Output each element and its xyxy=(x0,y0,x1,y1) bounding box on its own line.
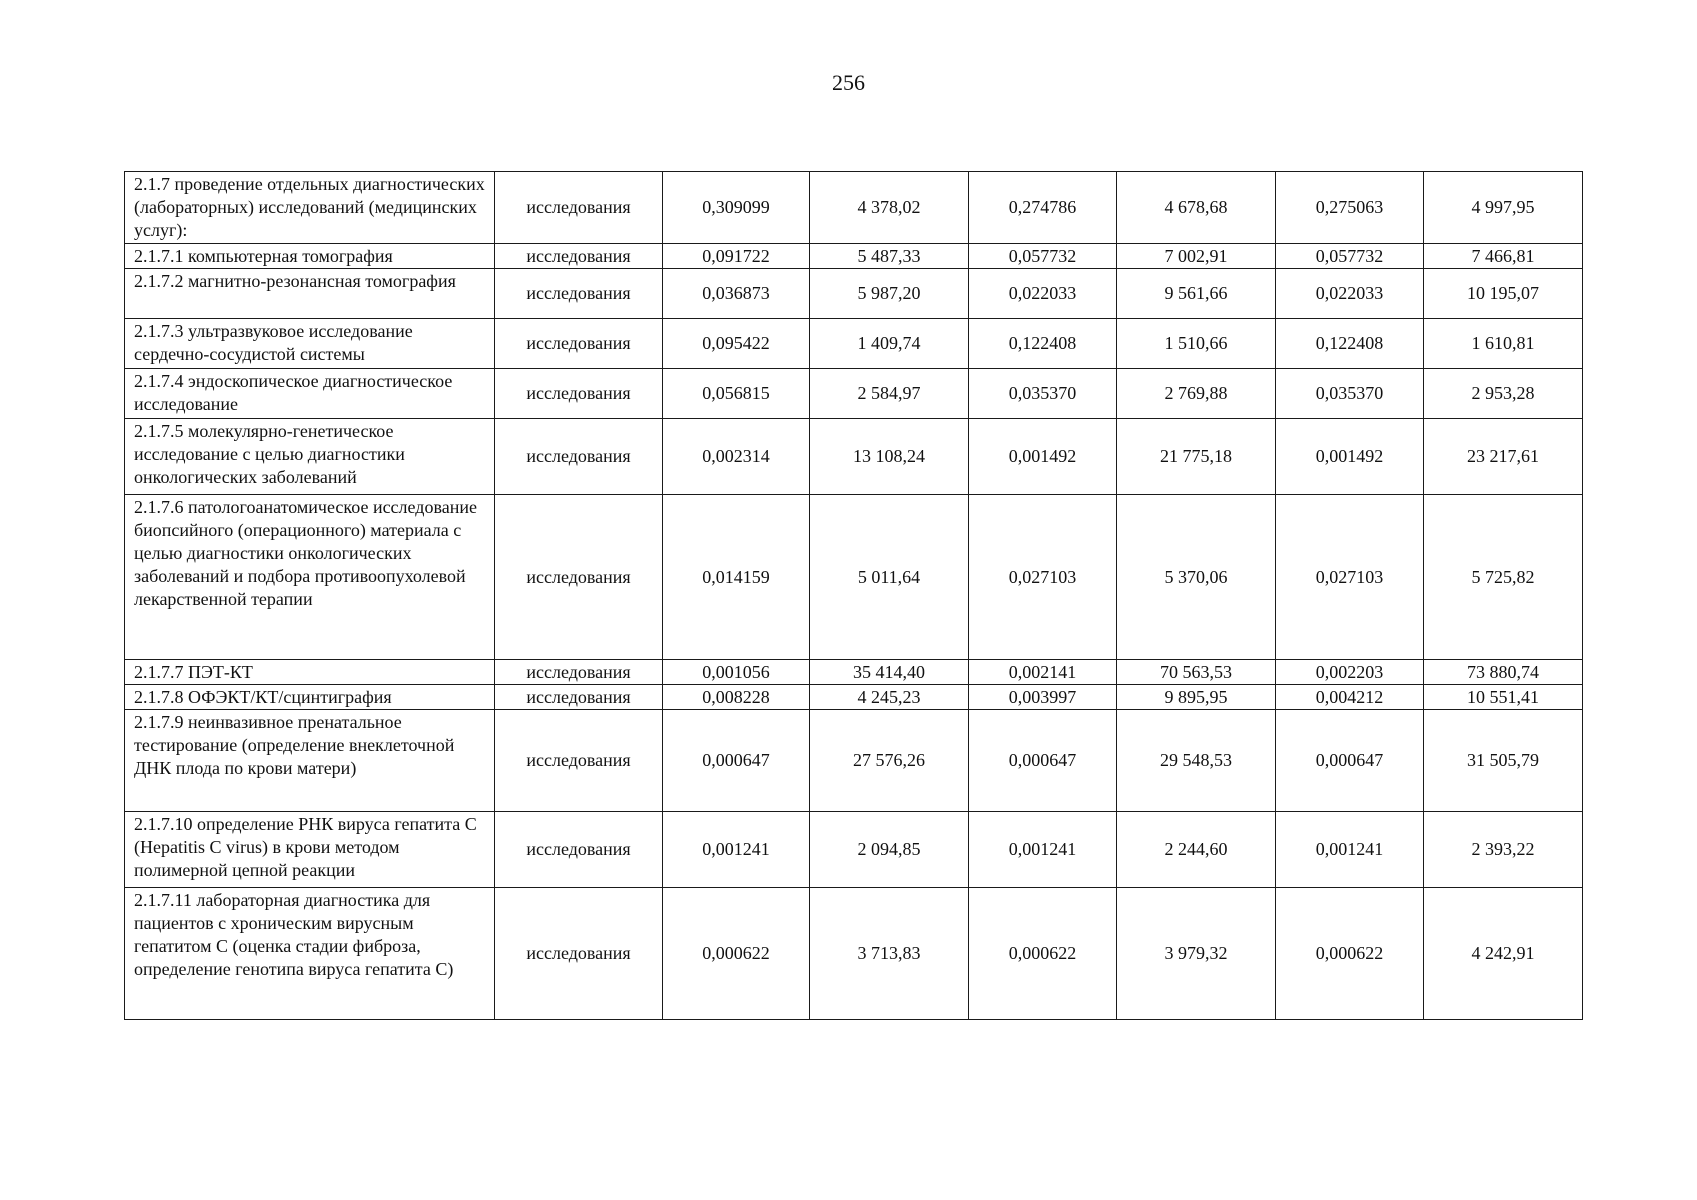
row-unit-cell: исследования xyxy=(495,660,663,685)
row-value-cell: 0,035370 xyxy=(1276,369,1424,419)
row-name-cell: 2.1.7.6 патологоанатомическое исследование биопсийного (операционного) материала с целью диагностики онкологических заболеваний и подбора противоопухолевой лекарственной терапии xyxy=(125,495,495,660)
row-value-cell: 0,002141 xyxy=(969,660,1117,685)
row-value-cell: 70 563,53 xyxy=(1117,660,1276,685)
row-value-cell: 5 725,82 xyxy=(1424,495,1583,660)
row-name-cell: 2.1.7.2 магнитно-резонансная томография xyxy=(125,269,495,319)
row-name-cell: 2.1.7 проведение отдельных диагностических (лабораторных) исследований (медицинских услуг): xyxy=(125,172,495,244)
row-unit-cell: исследования xyxy=(495,495,663,660)
row-value-cell: 0,056815 xyxy=(663,369,810,419)
row-value-cell: 0,122408 xyxy=(969,319,1117,369)
table-row xyxy=(125,244,1583,269)
row-value-cell: 0,008228 xyxy=(663,685,810,710)
row-name-cell: 2.1.7.5 молекулярно-генетическое исследование с целью диагностики онкологических заболеваний xyxy=(125,419,495,495)
row-name-cell: 2.1.7.4 эндоскопическое диагностическое исследование xyxy=(125,369,495,419)
row-value-cell: 2 769,88 xyxy=(1117,369,1276,419)
row-value-cell: 0,036873 xyxy=(663,269,810,319)
row-value-cell: 35 414,40 xyxy=(810,660,969,685)
row-value-cell: 0,057732 xyxy=(969,244,1117,269)
row-value-cell: 5 987,20 xyxy=(810,269,969,319)
row-value-cell: 73 880,74 xyxy=(1424,660,1583,685)
row-value-cell: 7 002,91 xyxy=(1117,244,1276,269)
row-value-cell: 21 775,18 xyxy=(1117,419,1276,495)
row-value-cell: 29 548,53 xyxy=(1117,710,1276,812)
table-row xyxy=(125,419,1583,495)
row-value-cell: 0,002314 xyxy=(663,419,810,495)
row-name-cell: 2.1.7.11 лабораторная диагностика для пациентов с хроническим вирусным гепатитом С (оценка стадии фиброза, определение генотипа вируса гепатита С) xyxy=(125,888,495,1020)
row-value-cell: 0,057732 xyxy=(1276,244,1424,269)
row-unit-cell: исследования xyxy=(495,419,663,495)
row-value-cell: 4 997,95 xyxy=(1424,172,1583,244)
table-row xyxy=(125,172,1583,244)
row-value-cell: 0,000647 xyxy=(663,710,810,812)
row-value-cell: 0,002203 xyxy=(1276,660,1424,685)
row-value-cell: 0,027103 xyxy=(1276,495,1424,660)
row-value-cell: 0,027103 xyxy=(969,495,1117,660)
row-value-cell: 0,000622 xyxy=(969,888,1117,1020)
row-value-cell: 0,000647 xyxy=(969,710,1117,812)
row-value-cell: 4 242,91 xyxy=(1424,888,1583,1020)
row-value-cell: 13 108,24 xyxy=(810,419,969,495)
table-body xyxy=(125,172,1583,1020)
row-unit-cell: исследования xyxy=(495,685,663,710)
table-row xyxy=(125,888,1583,1020)
row-value-cell: 5 370,06 xyxy=(1117,495,1276,660)
table-row xyxy=(125,812,1583,888)
table-row xyxy=(125,495,1583,660)
row-value-cell: 0,095422 xyxy=(663,319,810,369)
row-unit-cell: исследования xyxy=(495,710,663,812)
row-value-cell: 1 610,81 xyxy=(1424,319,1583,369)
page-number: 256 xyxy=(832,70,865,95)
row-name-cell: 2.1.7.3 ультразвуковое исследование сердечно-сосудистой системы xyxy=(125,319,495,369)
row-name-cell: 2.1.7.8 ОФЭКТ/КТ/сцинтиграфия xyxy=(125,685,495,710)
row-value-cell: 0,274786 xyxy=(969,172,1117,244)
row-value-cell: 2 244,60 xyxy=(1117,812,1276,888)
row-value-cell: 2 094,85 xyxy=(810,812,969,888)
row-value-cell: 2 584,97 xyxy=(810,369,969,419)
row-value-cell: 2 393,22 xyxy=(1424,812,1583,888)
row-value-cell: 0,275063 xyxy=(1276,172,1424,244)
table-row xyxy=(125,660,1583,685)
row-value-cell: 0,003997 xyxy=(969,685,1117,710)
row-value-cell: 23 217,61 xyxy=(1424,419,1583,495)
row-value-cell: 4 378,02 xyxy=(810,172,969,244)
row-unit-cell: исследования xyxy=(495,244,663,269)
row-value-cell: 1 510,66 xyxy=(1117,319,1276,369)
table-row xyxy=(125,685,1583,710)
table-row xyxy=(125,269,1583,319)
row-value-cell: 0,309099 xyxy=(663,172,810,244)
row-value-cell: 0,035370 xyxy=(969,369,1117,419)
row-value-cell: 9 895,95 xyxy=(1117,685,1276,710)
row-value-cell: 3 979,32 xyxy=(1117,888,1276,1020)
row-value-cell: 0,004212 xyxy=(1276,685,1424,710)
row-value-cell: 0,022033 xyxy=(969,269,1117,319)
row-name-cell: 2.1.7.7 ПЭТ-КТ xyxy=(125,660,495,685)
row-value-cell: 31 505,79 xyxy=(1424,710,1583,812)
row-unit-cell: исследования xyxy=(495,172,663,244)
row-value-cell: 0,001492 xyxy=(969,419,1117,495)
row-value-cell: 0,000622 xyxy=(1276,888,1424,1020)
row-value-cell: 0,001056 xyxy=(663,660,810,685)
row-value-cell: 4 678,68 xyxy=(1117,172,1276,244)
row-value-cell: 0,014159 xyxy=(663,495,810,660)
table-row xyxy=(125,710,1583,812)
row-unit-cell: исследования xyxy=(495,888,663,1020)
row-value-cell: 0,122408 xyxy=(1276,319,1424,369)
row-unit-cell: исследования xyxy=(495,319,663,369)
row-value-cell: 7 466,81 xyxy=(1424,244,1583,269)
row-value-cell: 0,001492 xyxy=(1276,419,1424,495)
row-name-cell: 2.1.7.10 определение РНК вируса гепатита С (Hepatitis C virus) в крови методом полимерной цепной реакции xyxy=(125,812,495,888)
row-value-cell: 2 953,28 xyxy=(1424,369,1583,419)
row-value-cell: 0,001241 xyxy=(1276,812,1424,888)
row-value-cell: 5 487,33 xyxy=(810,244,969,269)
row-value-cell: 0,000622 xyxy=(663,888,810,1020)
row-name-cell: 2.1.7.9 неинвазивное пренатальное тестирование (определение внеклеточной ДНК плода по крови матери) xyxy=(125,710,495,812)
row-value-cell: 0,000647 xyxy=(1276,710,1424,812)
data-table xyxy=(124,171,1583,1020)
row-value-cell: 0,022033 xyxy=(1276,269,1424,319)
row-value-cell: 3 713,83 xyxy=(810,888,969,1020)
row-name-cell: 2.1.7.1 компьютерная томография xyxy=(125,244,495,269)
row-value-cell: 0,001241 xyxy=(663,812,810,888)
row-value-cell: 5 011,64 xyxy=(810,495,969,660)
row-value-cell: 10 551,41 xyxy=(1424,685,1583,710)
row-value-cell: 0,091722 xyxy=(663,244,810,269)
row-value-cell: 10 195,07 xyxy=(1424,269,1583,319)
row-value-cell: 0,001241 xyxy=(969,812,1117,888)
row-value-cell: 9 561,66 xyxy=(1117,269,1276,319)
table-row xyxy=(125,319,1583,369)
row-unit-cell: исследования xyxy=(495,369,663,419)
row-value-cell: 1 409,74 xyxy=(810,319,969,369)
row-unit-cell: исследования xyxy=(495,812,663,888)
table-row xyxy=(125,369,1583,419)
row-value-cell: 27 576,26 xyxy=(810,710,969,812)
row-value-cell: 4 245,23 xyxy=(810,685,969,710)
row-unit-cell: исследования xyxy=(495,269,663,319)
